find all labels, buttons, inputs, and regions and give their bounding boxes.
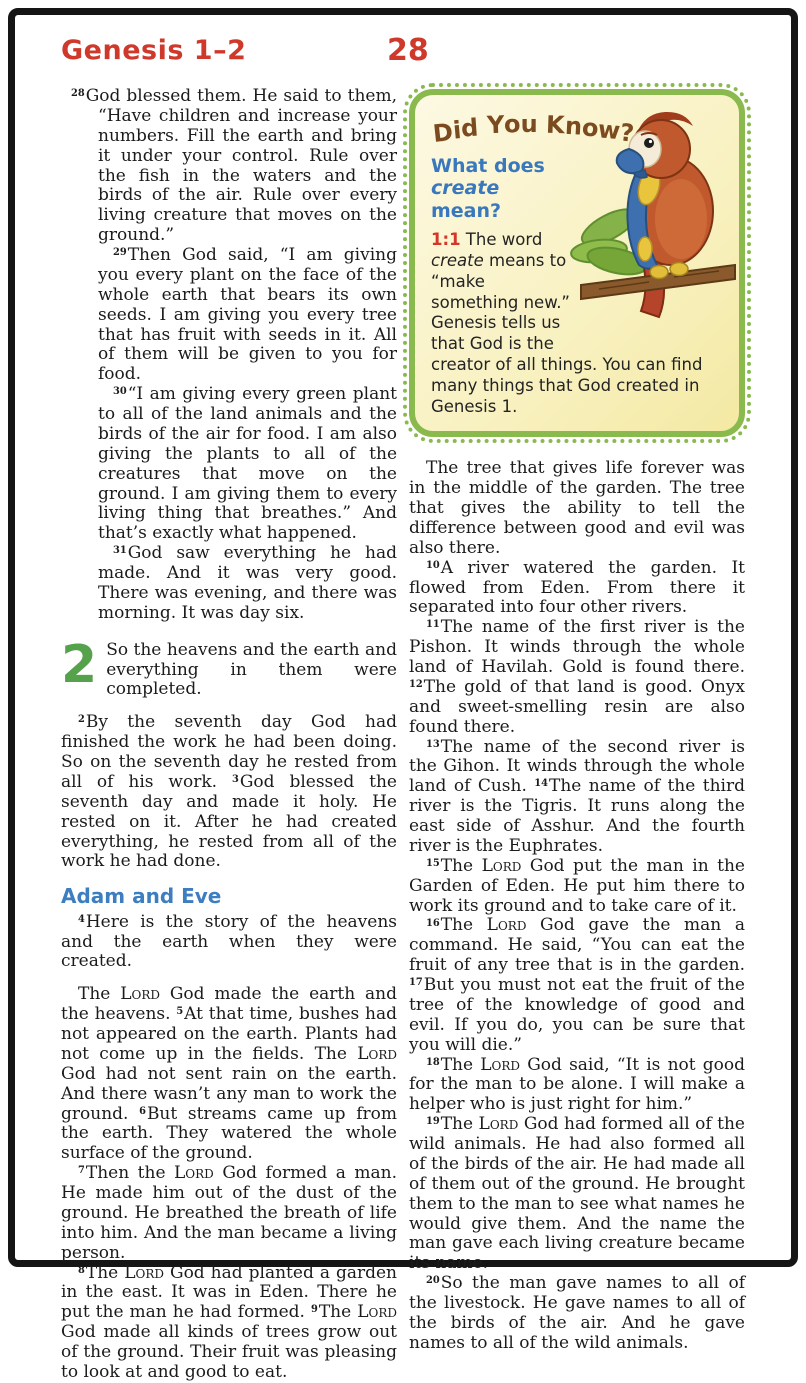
verse-number: 18 — [426, 1056, 440, 1068]
verse-number: 29 — [113, 247, 127, 259]
right-column-text — [409, 459, 745, 1353]
left-column — [61, 87, 397, 1383]
verse-number: 16 — [426, 917, 440, 929]
verse-paragraph: $^{20}$So the man gave names to all of the livestock. He gave names to all of the birds of the air. And he gave names to all of the wild animals. — [409, 1273, 745, 1353]
verse-number: 2 — [78, 714, 85, 726]
divine-name: Lord — [478, 1114, 519, 1135]
verse-number: 30 — [113, 386, 127, 398]
verse-paragraph: The Lord God made the earth and the heavens. $^5$At that time, bushes had not appeared on the earth. Plants had not come up in the fields. The Lord God had not sent rain on the earth. And there wasn’t any man to work the ground. $^6$But streams came up from the earth. They watered the whole surface of the ground. — [61, 984, 397, 1164]
verse-number: 9 — [310, 1304, 318, 1316]
verse-paragraph: $^{16}$The Lord God gave the man a command. He said, “You can eat the fruit of any tree that is in the garden. $^{17}$But you must not eat the fruit of the tree of the knowledge of good and evil. If you do, you can be sure that you will die.” — [409, 915, 745, 1055]
divine-name: Lord — [486, 915, 527, 936]
verse-paragraph: $^4$Here is the story of the heavens and the earth when they were created. — [61, 911, 397, 972]
chapter-start — [61, 634, 397, 701]
title-letter: K — [545, 110, 566, 140]
title-letter: Y — [486, 110, 505, 140]
verse-paragraph: $^{10}$A river watered the garden. It flowed from Eden. From there it separated into four other rivers. — [409, 557, 745, 618]
divine-name: Lord — [174, 1163, 214, 1184]
verse-number: 14 — [534, 778, 548, 790]
left-column-text — [61, 87, 397, 1383]
verse-number: 28 — [71, 88, 85, 100]
verse-number: 20 — [426, 1275, 440, 1287]
divine-name: Lord — [357, 1302, 397, 1323]
verse-number: 6 — [139, 1105, 146, 1117]
verse-paragraph: $^{30}$“I am giving every green plant to all of the land animals and the birds of the air for food. I am also giving the plants to all of the creatures that move on the ground. I am giving them to every living thing that breathes.” And that’s exactly what happened. — [98, 384, 397, 544]
emphasized-text: create — [431, 177, 500, 200]
title-letter: w — [597, 115, 622, 146]
two-column-layout — [61, 87, 751, 1383]
page-header — [61, 35, 751, 79]
book-range-title: Genesis 1–2 — [61, 35, 247, 66]
verse-paragraph: $^{19}$The Lord God had formed all of the wild animals. He had also formed all of the birds of the air. He had made all of them out of the ground. He brought them to the man to see what names he would give them. And the name the man gave each living creature became its name. — [409, 1114, 745, 1274]
verse-paragraph: $^8$The Lord God had planted a garden in the east. It was in Eden. There he put the man he had formed. $^9$The Lord God made all kinds of trees grow out of the ground. Their fruit was pleasing to look at and good to eat. — [61, 1262, 397, 1382]
title-letter: o — [503, 110, 521, 139]
divine-name: Lord — [357, 1043, 397, 1064]
right-column — [409, 87, 745, 1383]
verse-number: 10 — [426, 559, 440, 571]
page-number: 28 — [387, 33, 429, 68]
did-you-know-question: What does create mean? — [431, 155, 545, 222]
verse-paragraph: $^{29}$Then God said, “I am giving you every plant on the face of the whole earth that bears its own seeds. I am giving you every tree that has fruit with seeds in it. All of them will be given to you for food. — [98, 245, 397, 385]
did-you-know-title — [431, 107, 723, 153]
title-letter: D — [431, 118, 455, 148]
verse-paragraph: $^{31}$God saw everything he had made. And it was very good. There was evening, and there was morning. It was day six. — [98, 543, 397, 623]
quote-block — [71, 86, 397, 624]
verse-number: 7 — [78, 1165, 85, 1177]
did-you-know-box — [409, 89, 745, 437]
verse-paragraph: $^{28}$God blessed them. He said to them, “Have children and increase your numbers. Fill the earth and bring it under your control. Rule over the fish in the waters and the birds of the air. Rule over every living creature that moves on the ground.” — [71, 86, 397, 246]
verse-paragraph: $^{11}$The name of the first river is the Pishon. It winds through the whole land of Havilah. Gold is found there. $^{12}$The gold of that land is good. Onyx and sweet-smelling resin are also found there. — [409, 617, 745, 737]
title-letter: u — [520, 110, 538, 138]
verse-number: 3 — [231, 773, 239, 785]
page-frame — [8, 8, 798, 1382]
text-wrap-spacer — [575, 230, 723, 334]
divine-name: Lord — [120, 984, 160, 1005]
verse-paragraph: $^{13}$The name of the second river is the Gihon. It winds through the whole land of Cush. $^{14}$The name of the third river is the Tigris. It runs along the east side of Asshur. And the fourth river is the Euphrates. — [409, 736, 745, 856]
divine-name: Lord — [481, 855, 522, 876]
verse-paragraph: $^{18}$The Lord God said, “It is not good for the man to be alone. I will make a helper who is just right for him.” — [409, 1054, 745, 1115]
title-letter: o — [580, 113, 600, 143]
verse-number: 17 — [409, 977, 423, 989]
verse-number: 5 — [176, 1006, 184, 1018]
verse-number: 12 — [409, 679, 423, 691]
emphasized-text: create — [431, 251, 484, 271]
verse-paragraph: The tree that gives life forever was in the middle of the garden. The tree that gives the ability to tell the difference between good and evil was also there. — [409, 458, 745, 558]
did-you-know-body — [431, 230, 723, 417]
verse-number: 19 — [426, 1116, 440, 1128]
verse-number: 8 — [78, 1264, 85, 1276]
divine-name: Lord — [124, 1262, 164, 1283]
verse-paragraph: $^{15}$The Lord God put the man in the Garden of Eden. He put him there to work its ground and to take care of it. — [409, 855, 745, 916]
title-letter: n — [563, 111, 583, 141]
section-heading: Adam and Eve — [61, 884, 222, 909]
title-letter: i — [451, 115, 463, 145]
note-text: 1:1 The word create means to “make something new.” Genesis tells us that God is the creator of all things. You can find many things that God created in Genesis 1. — [431, 230, 703, 416]
divine-name: Lord — [480, 1054, 521, 1075]
verse-number: 31 — [113, 545, 127, 557]
title-letter: d — [460, 113, 480, 143]
chapter-intro-text: So the heavens and the earth and everything in them were completed. — [106, 639, 397, 700]
chapter-number: 2 — [61, 634, 98, 695]
verse-reference: 1:1 — [431, 230, 461, 250]
verse-number: 4 — [78, 913, 85, 925]
verse-paragraph: $^7$Then the Lord God formed a man. He made him out of the dust of the ground. He breathed the breath of life into him. And the man became a living person. — [61, 1163, 397, 1263]
verse-number: 11 — [426, 619, 440, 631]
verse-number: 15 — [426, 857, 440, 869]
verse-paragraph: $^2$By the seventh day God had finished the work he had been doing. So on the seventh day he rested from all of his work. $^3$God blessed the seventh day and made it holy. He rested on it. After he had created everything, he rested from all of the work he had done. — [61, 712, 397, 872]
title-letter: ? — [619, 118, 636, 148]
verse-number: 13 — [426, 738, 440, 750]
